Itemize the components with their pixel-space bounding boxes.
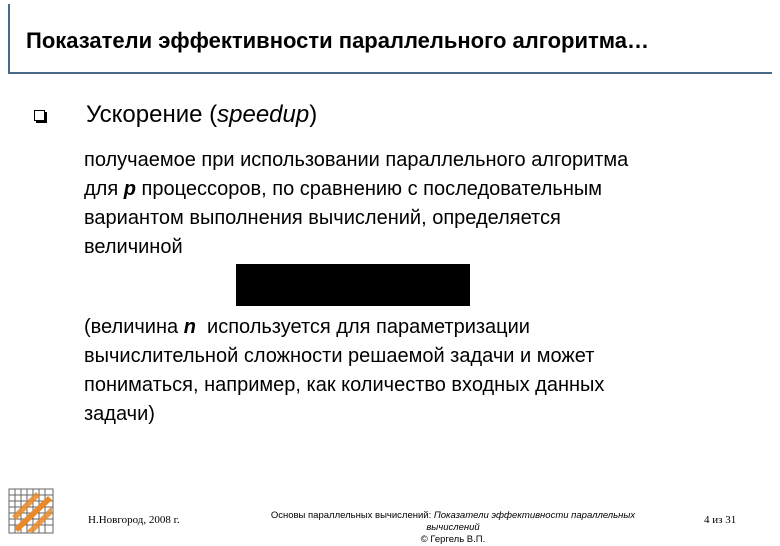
definition-paragraph — [84, 146, 628, 262]
definition-line-2 — [84, 175, 628, 204]
section-heading — [86, 101, 317, 129]
note-line-3: пониматься, например, как количество входных данных — [84, 374, 605, 396]
note-line-4: задачи) — [84, 403, 155, 425]
definition-line-1: получаемое при использовании параллельного алгоритма — [84, 149, 629, 171]
footer-course-prefix: Основы параллельных вычислений: — [270, 510, 434, 521]
note-line-1 — [84, 313, 604, 342]
line-2-prefix: для — [84, 178, 124, 200]
note-paragraph — [84, 313, 604, 429]
definition-line-3: вариантом выполнения вычислений, определяется — [84, 207, 561, 229]
heading-term: speedup — [217, 101, 310, 128]
note-line-1-prefix: (величина — [84, 316, 184, 338]
heading-end: ) — [309, 101, 318, 128]
page-number: 4 из 31 — [704, 514, 737, 526]
checkbox-bullet-icon — [34, 110, 45, 121]
line-2-suffix: процессоров, по сравнению с последовательным — [135, 178, 602, 200]
heading-main: Ускорение ( — [86, 101, 218, 128]
title-bar — [8, 4, 772, 74]
slide-title: Показатели эффективности параллельного алгоритма… — [26, 28, 650, 53]
variable-p: p — [123, 178, 136, 200]
variable-n: n — [183, 316, 196, 338]
note-line-2: вычислительной сложности решаемой задачи и может — [84, 345, 595, 367]
university-logo-icon — [8, 488, 54, 534]
footer-course — [248, 510, 658, 546]
definition-line-4: величиной — [84, 236, 183, 258]
footer-course-topic: Показатели эффективности параллельных вычислений — [426, 510, 636, 533]
note-line-1-suffix: используется для параметризации — [195, 316, 530, 338]
formula-image — [236, 264, 470, 306]
footer-location-date: Н.Новгород, 2008 г. — [88, 514, 180, 526]
footer-author: © Гергель В.П. — [420, 534, 486, 545]
